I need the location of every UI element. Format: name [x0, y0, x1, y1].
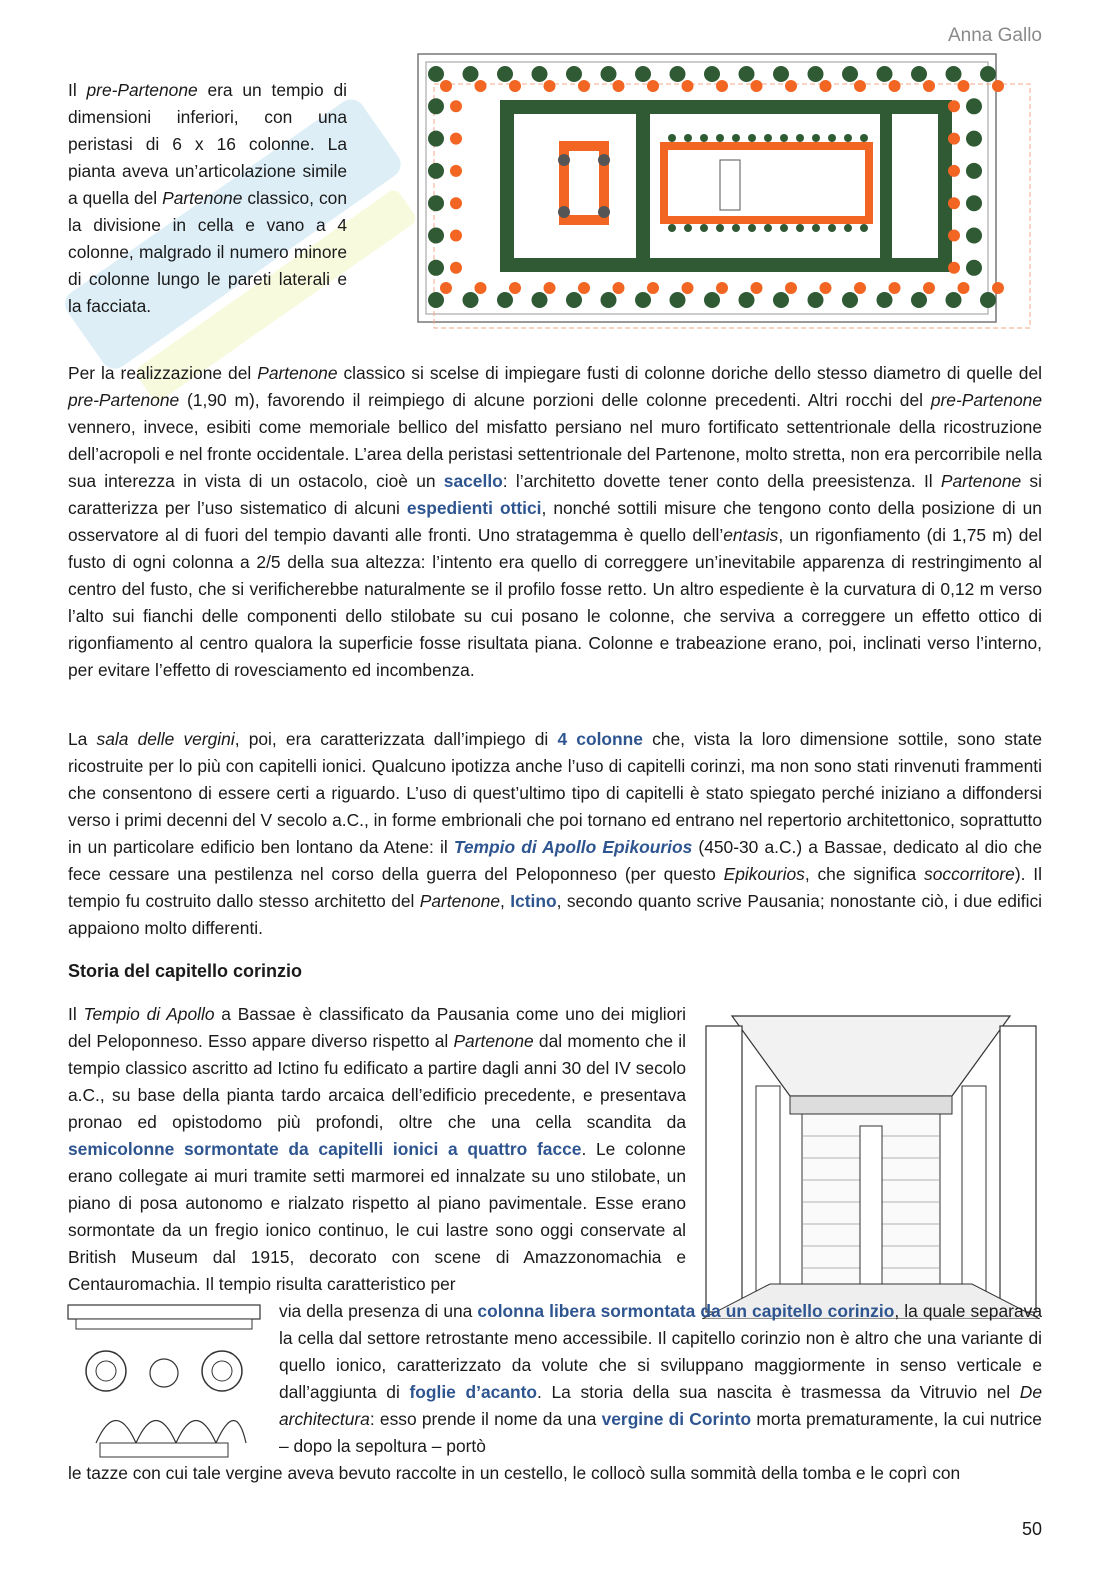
plan-column-dot: [844, 224, 852, 232]
plan-column-dot: [566, 66, 582, 82]
plan-column-dot: [785, 282, 797, 294]
plan-column-dot: [463, 292, 479, 308]
plan-column-dot: [440, 282, 452, 294]
plan-column-dot: [923, 80, 935, 92]
continuation-line: le tazze con cui tale vergine aveva bevuto raccolte in un cestello, le collocò sulla sommità della tomba e le coprì con: [68, 1463, 961, 1483]
plan-column-dot: [877, 66, 893, 82]
plan-column-dot: [948, 133, 960, 145]
plan-column-dot: [780, 224, 788, 232]
plan-column-dot: [578, 282, 590, 294]
plan-column-dot: [566, 292, 582, 308]
plan-column-dot: [966, 195, 982, 211]
plan-column-dot: [751, 80, 763, 92]
plan-column-dot: [598, 154, 610, 166]
plan-column-dot: [796, 224, 804, 232]
plan-column-dot: [889, 80, 901, 92]
plan-column-dot: [635, 292, 651, 308]
parthenon-paragraph: Per la realizzazione del Partenone classico si scelse di impiegare fusti di colonne doriche dello stesso diametro di quelle del pre-Partenone (1,90 m), favorendo il reimpiego di alcune porzioni delle colonne precedenti. Altri rocchi del pre-Partenone vennero, invece, esibiti come memoriale bellico del misfatto persiano nel muro fortificato settentrionale della ricostruzione dell’acropoli e nel fronte occidentale. L’area della peristasi settentrionale del Partenone, molto stretta, non era percorribile nella sua interezza in vista di un ostacolo, cioè un sacello: l’architetto dovette tener conto della preesistenza. Il Partenone si caratterizza per l’uso sistematico di alcuni espedienti ottici, nonché sottili misure che tengono conto della posizione di un osservatore al di fuori del tempio davanti alle fronti. Uno stratagemma è quello dell’entasis, un rigonfiamento (di 1,75 m) del fusto di ogni colonna a 2/5 della sua altezza: l’intento era quello di correggere un’inevitabile apparenza di restringimento al centro del fusto, che si verificherebbe naturalmente se il profilo fosse retto. Un altro espediente è la curvatura di 0,12 m verso l’alto sui fianchi delle componenti dello stilobate su cui posano le colonne, che serviva a correggere un effetto ottico di rigonfiamento al centro qualora la superficie fosse risultata piana. Colonne e trabeazione erano, poi, inclinati verso l’interno, per evitare l’effetto di rovesciamento ed incombenza.: [68, 363, 1042, 680]
sala-vergini-paragraph: La sala delle vergini, poi, era caratterizzata dall’impiego di 4 colonne che, vista la loro dimensione sottile, sono state ricostruite per lo più con capitelli ionici. Qualcuno ipotizza anche l’uso di capitelli corinzi, ma non sono stati rinvenuti frammenti che consentono di essere certi a riguardo. L’uso di quest’ultimo tipo di capitelli è stato spiegato perché iniziano a diffondersi verso i primi decenni del V secolo a.C., in forme embrionali che poi tornano ed entrano nel repertorio architettonico, soprattutto in un particolare edificio ben lontano da Atene: il Tempio di Apollo Epikourios (450-30 a.C.) a Bassae, dedicato al dio che fece cessare una pestilenza nel corso della guerra del Peloponneso (per questo Epikourios, che significa soccorritore). Il tempio fu costruito dallo stesso architetto del Partenone, Ictino, secondo quanto scrive Pausania; nonostante ciò, i due edifici appaiono molto differenti.: [68, 729, 1043, 938]
plan-column-dot: [764, 224, 772, 232]
plan-column-dot: [992, 282, 1004, 294]
plan-column-dot: [450, 100, 462, 112]
plan-column-dot: [748, 224, 756, 232]
section-heading: Storia del capitello corinzio: [68, 961, 303, 981]
plan-column-dot: [980, 292, 996, 308]
plan-column-dot: [700, 134, 708, 142]
plan-column-dot: [966, 163, 982, 179]
plan-column-dot: [812, 134, 820, 142]
plan-column-dot: [428, 66, 444, 82]
plan-column-dot: [992, 80, 1004, 92]
plan-column-dot: [428, 131, 444, 147]
page-number: 50: [1021, 1519, 1042, 1539]
plan-column-dot: [428, 228, 444, 244]
plan-column-dot: [428, 195, 444, 211]
plan-column-dot: [613, 282, 625, 294]
plan-column-dot: [635, 66, 651, 82]
plan-column-dot: [544, 80, 556, 92]
plan-column-dot: [682, 282, 694, 294]
plan-column-dot: [732, 224, 740, 232]
plan-column-dot: [946, 66, 962, 82]
plan-column-dot: [764, 134, 772, 142]
plan-column-dot: [450, 262, 462, 274]
plan-column-dot: [601, 66, 617, 82]
plan-column-dot: [966, 228, 982, 244]
plan-column-dot: [716, 80, 728, 92]
plan-column-dot: [958, 80, 970, 92]
plan-column-dot: [948, 230, 960, 242]
plan-column-dot: [966, 260, 982, 276]
plan-column-dot: [475, 80, 487, 92]
plan-column-dot: [948, 100, 960, 112]
plan-column-dot: [532, 66, 548, 82]
highlight-ictino: Ictino: [510, 891, 557, 911]
plan-column-dot: [532, 292, 548, 308]
highlight-colonna-libera: colonna libera sormontata da un capitello corinzio: [477, 1301, 895, 1321]
plan-column-dot: [440, 80, 452, 92]
plan-column-dot: [428, 260, 444, 276]
plan-column-dot: [497, 66, 513, 82]
plan-column-dot: [682, 80, 694, 92]
plan-column-dot: [860, 134, 868, 142]
plan-column-dot: [463, 66, 479, 82]
plan-column-dot: [450, 165, 462, 177]
pre-parthenon-plan-figure: [414, 50, 1040, 335]
plan-column-dot: [716, 134, 724, 142]
plan-column-dot: [450, 230, 462, 242]
highlight-espedienti-ottici: espedienti ottici: [406, 498, 542, 518]
header-author: Anna Gallo: [947, 25, 1042, 46]
plan-column-dot: [704, 292, 720, 308]
plan-column-dot: [684, 134, 692, 142]
plan-column-dot: [497, 292, 513, 308]
highlight-foglie-acanto: foglie d’acanto: [409, 1382, 538, 1402]
plan-column-dot: [808, 66, 824, 82]
plan-column-dot: [911, 66, 927, 82]
plan-column-dot: [842, 66, 858, 82]
plan-column-dot: [428, 292, 444, 308]
plan-column-dot: [598, 206, 610, 218]
plan-column-dot: [785, 80, 797, 92]
plan-column-dot: [716, 282, 728, 294]
plan-column-dot: [808, 292, 824, 308]
plan-column-dot: [670, 66, 686, 82]
plan-column-dot: [544, 282, 556, 294]
plan-column-dot: [647, 80, 659, 92]
highlight-tempio-apollo: Tempio di Apollo Epikourios: [453, 837, 693, 857]
plan-column-dot: [578, 80, 590, 92]
intro-paragraph: Il pre-Partenone era un tempio di dimensioni inferiori, con una peristasi di 6 x 16 colonne. La pianta aveva un’articolazione simile a quella del Partenone classico, con la divisione in cella e vano a 4 colonne, malgrado il numero minore di colonne lungo le pareti laterali e la facciata.: [68, 80, 347, 316]
highlight-vergine-corinto: vergine di Corinto: [601, 1409, 752, 1429]
plan-column-dot: [966, 131, 982, 147]
plan-column-dot: [475, 282, 487, 294]
plan-column-dot: [854, 282, 866, 294]
plan-column-dot: [732, 134, 740, 142]
plan-column-dot: [428, 163, 444, 179]
plan-column-dot: [704, 66, 720, 82]
plan-column-dot: [670, 292, 686, 308]
plan-column-dot: [716, 224, 724, 232]
plan-column-dot: [820, 80, 832, 92]
plan-column-dot: [613, 80, 625, 92]
plan-column-dot: [773, 292, 789, 308]
plan-column-dot: [958, 282, 970, 294]
plan-column-dot: [948, 165, 960, 177]
plan-column-dot: [668, 224, 676, 232]
plan-column-dot: [751, 282, 763, 294]
plan-column-dot: [844, 134, 852, 142]
plan-column-dot: [820, 282, 832, 294]
highlight-semicolonne: semicolonne sormontate da capitelli ionici a quattro facce: [68, 1139, 582, 1159]
plan-column-dot: [558, 206, 570, 218]
plan-column-dot: [509, 80, 521, 92]
plan-column-dot: [700, 224, 708, 232]
corinthian-paragraph: via della presenza di una colonna libera sormontata da un capitello corinzio, la quale separava la cella dal settore retrostante meno accessibile. Il capitello corinzio non è altro che una variante di quello ionico, caratterizzato da volute che si sviluppano maggiormente in senso verticale e dall’aggiunta di foglie d’acanto. La storia della sua nascita è trasmessa da Vitruvio nel De architectura: esso prende il nome da una vergine di Corinto morta prematuramente, la cui nutrice – dopo la sepoltura – portò: [279, 1301, 1042, 1456]
plan-column-dot: [911, 292, 927, 308]
bassae-paragraph: Il Tempio di Apollo a Bassae è classificato da Pausania come uno dei migliori del Peloponneso. Esso appare diverso rispetto al Partenone dal momento che il tempio classico ascritto ad Ictino fu edificato a partire dagli anni 30 del IV secolo a.C., su base della pianta tardo arcaica dell’edificio precedente, e presentava pronao ed opistodomo più profondi, oltre che una cella scandita da semicolonne sormontate da capitelli ionici a quattro facce. Le colonne erano collegate ai muri tramite setti marmorei ed innalzate su uno stilobate, un piano di posa autonomo e rialzato rispetto al piano pavimentale. Esse erano sormontate da un fregio ionico continuo, le cui lastre sono oggi conservate al British Museum dal 1915, decorato con scene di Amazzonomachia e Centauromachia. Il tempio risulta caratteristico per: [68, 1004, 687, 1294]
plan-column-dot: [428, 98, 444, 114]
plan-column-dot: [889, 282, 901, 294]
plan-column-dot: [948, 197, 960, 209]
plan-column-dot: [748, 134, 756, 142]
plan-column-dot: [450, 133, 462, 145]
plan-column-dot: [946, 292, 962, 308]
plan-column-dot: [980, 66, 996, 82]
plan-column-dot: [923, 282, 935, 294]
bassae-interior-figure: [702, 1006, 1040, 1319]
plan-column-dot: [668, 134, 676, 142]
plan-column-dot: [860, 224, 868, 232]
plan-column-dot: [842, 292, 858, 308]
plan-column-dot: [509, 282, 521, 294]
plan-column-dot: [558, 154, 570, 166]
corinthian-capital-figure: [66, 1303, 262, 1461]
plan-column-dot: [450, 197, 462, 209]
plan-column-dot: [828, 134, 836, 142]
plan-column-dot: [877, 292, 893, 308]
plan-column-dot: [773, 66, 789, 82]
plan-column-dot: [601, 292, 617, 308]
plan-column-dot: [812, 224, 820, 232]
plan-column-dot: [796, 134, 804, 142]
plan-column-dot: [739, 66, 755, 82]
plan-column-dot: [828, 224, 836, 232]
plan-column-dot: [854, 80, 866, 92]
plan-column-dot: [647, 282, 659, 294]
plan-column-dot: [739, 292, 755, 308]
plan-column-dot: [684, 224, 692, 232]
highlight-sacello: sacello: [443, 471, 503, 491]
highlight-4-colonne: 4 colonne: [557, 729, 643, 749]
plan-column-dot: [948, 262, 960, 274]
plan-column-dot: [966, 98, 982, 114]
plan-column-dot: [780, 134, 788, 142]
